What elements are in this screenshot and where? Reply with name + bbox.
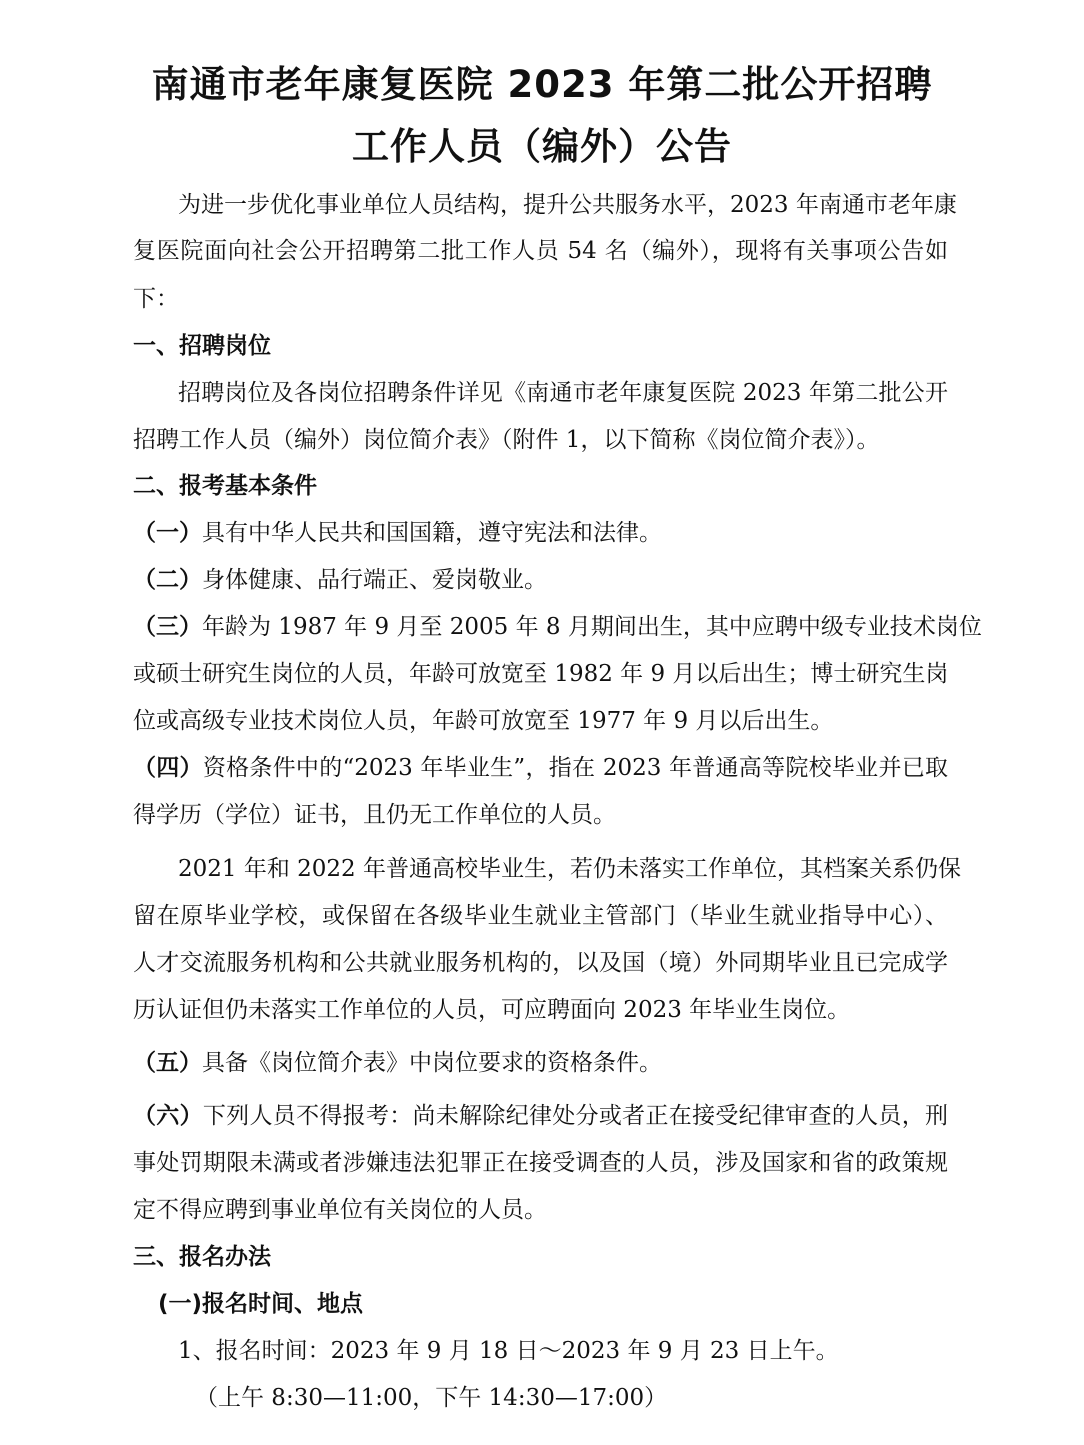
requirement-item-1 (133, 517, 662, 549)
requirement-item-4-line-1 (133, 752, 948, 784)
graduates-para-line-3: 人才交流服务机构和公共就业服务机构的，以及国（境）外同期毕业且已完成学 (133, 950, 948, 976)
item-text: 资格条件中的“2023 年毕业生”，指在 2023 年普通高等院校毕业并已取 (202, 755, 948, 781)
graduates-para-line-2: 留在原毕业学校，或保留在各级毕业生就业主管部门（毕业生就业指导中心）、 (133, 903, 948, 929)
requirement-item-3-line-3: 位或高级专业技术岗位人员，年龄可放宽至 1977 年 9 月以后出生。 (133, 708, 834, 734)
requirement-item-4-line-2: 得学历（学位）证书，且仍无工作单位的人员。 (133, 802, 616, 828)
intro-line-1: 为进一步优化事业单位人员结构，提升公共服务水平，2023 年南通市老年康 (178, 192, 957, 218)
graduates-para-line-1: 2021 年和 2022 年普通高校毕业生，若仍未落实工作单位，其档案关系仍保 (178, 856, 961, 882)
item-text: 下列人员不得报考：尚未解除纪律处分或者正在接受纪律审查的人员，刑 (202, 1103, 949, 1129)
section1-line-1: 招聘岗位及各岗位招聘条件详见《南通市老年康复医院 2023 年第二批公开 (178, 380, 948, 406)
requirement-item-3-line-2: 或硕士研究生岗位的人员，年龄可放宽至 1982 年 9 月以后出生；博士研究生岗 (133, 661, 949, 687)
requirement-item-5 (133, 1047, 662, 1079)
requirement-item-6-line-1 (133, 1100, 948, 1132)
item-text: 具有中华人民共和国国籍，遵守宪法和法律。 (202, 520, 662, 546)
item-number: （四） (133, 755, 203, 781)
intro-line-2: 复医院面向社会公开招聘第二批工作人员 54 名（编外），现将有关事项公告如 (133, 238, 948, 264)
registration-hours: （上午 8:30—11:00，下午 14:30—17:00） (195, 1385, 668, 1411)
requirement-item-3-line-1 (133, 611, 982, 643)
subsection-heading-time-place: (一)报名时间、地点 (158, 1291, 364, 1317)
intro-line-3: 下： (133, 286, 179, 312)
item-text: 身体健康、品行端正、爱岗敬业。 (202, 567, 547, 593)
item-text: 具备《岗位简介表》中岗位要求的资格条件。 (202, 1050, 662, 1076)
section-heading-positions: 一、招聘岗位 (133, 333, 271, 359)
requirement-item-6-line-2: 事处罚期限未满或者涉嫌违法犯罪正在接受调查的人员，涉及国家和省的政策规 (133, 1150, 948, 1176)
requirement-item-6-line-3: 定不得应聘到事业单位有关岗位的人员。 (133, 1197, 547, 1223)
section-heading-registration: 三、报名办法 (133, 1244, 271, 1270)
graduates-para-line-4: 历认证但仍未落实工作单位的人员，可应聘面向 2023 年毕业生岗位。 (133, 997, 851, 1023)
item-number: （五） (133, 1050, 202, 1076)
item-number: （一） (133, 520, 202, 546)
requirement-item-2 (133, 564, 547, 596)
item-number: （二） (133, 567, 202, 593)
registration-time: 1、报名时间：2023 年 9 月 18 日～2023 年 9 月 23 日上午。 (178, 1338, 839, 1364)
item-number: （三） (133, 614, 202, 640)
section1-line-2: 招聘工作人员（编外）岗位简介表》（附件 1，以下简称《岗位简介表》）。 (133, 427, 880, 453)
document-title-line-1: 南通市老年康复医院 2023 年第二批公开招聘 (151, 63, 933, 106)
item-text: 年龄为 1987 年 9 月至 2005 年 8 月期间出生，其中应聘中级专业技术岗位 (202, 614, 982, 640)
document-title-line-2: 工作人员（编外）公告 (352, 125, 732, 168)
section-heading-requirements: 二、报考基本条件 (133, 473, 317, 499)
item-number: （六） (133, 1103, 203, 1129)
